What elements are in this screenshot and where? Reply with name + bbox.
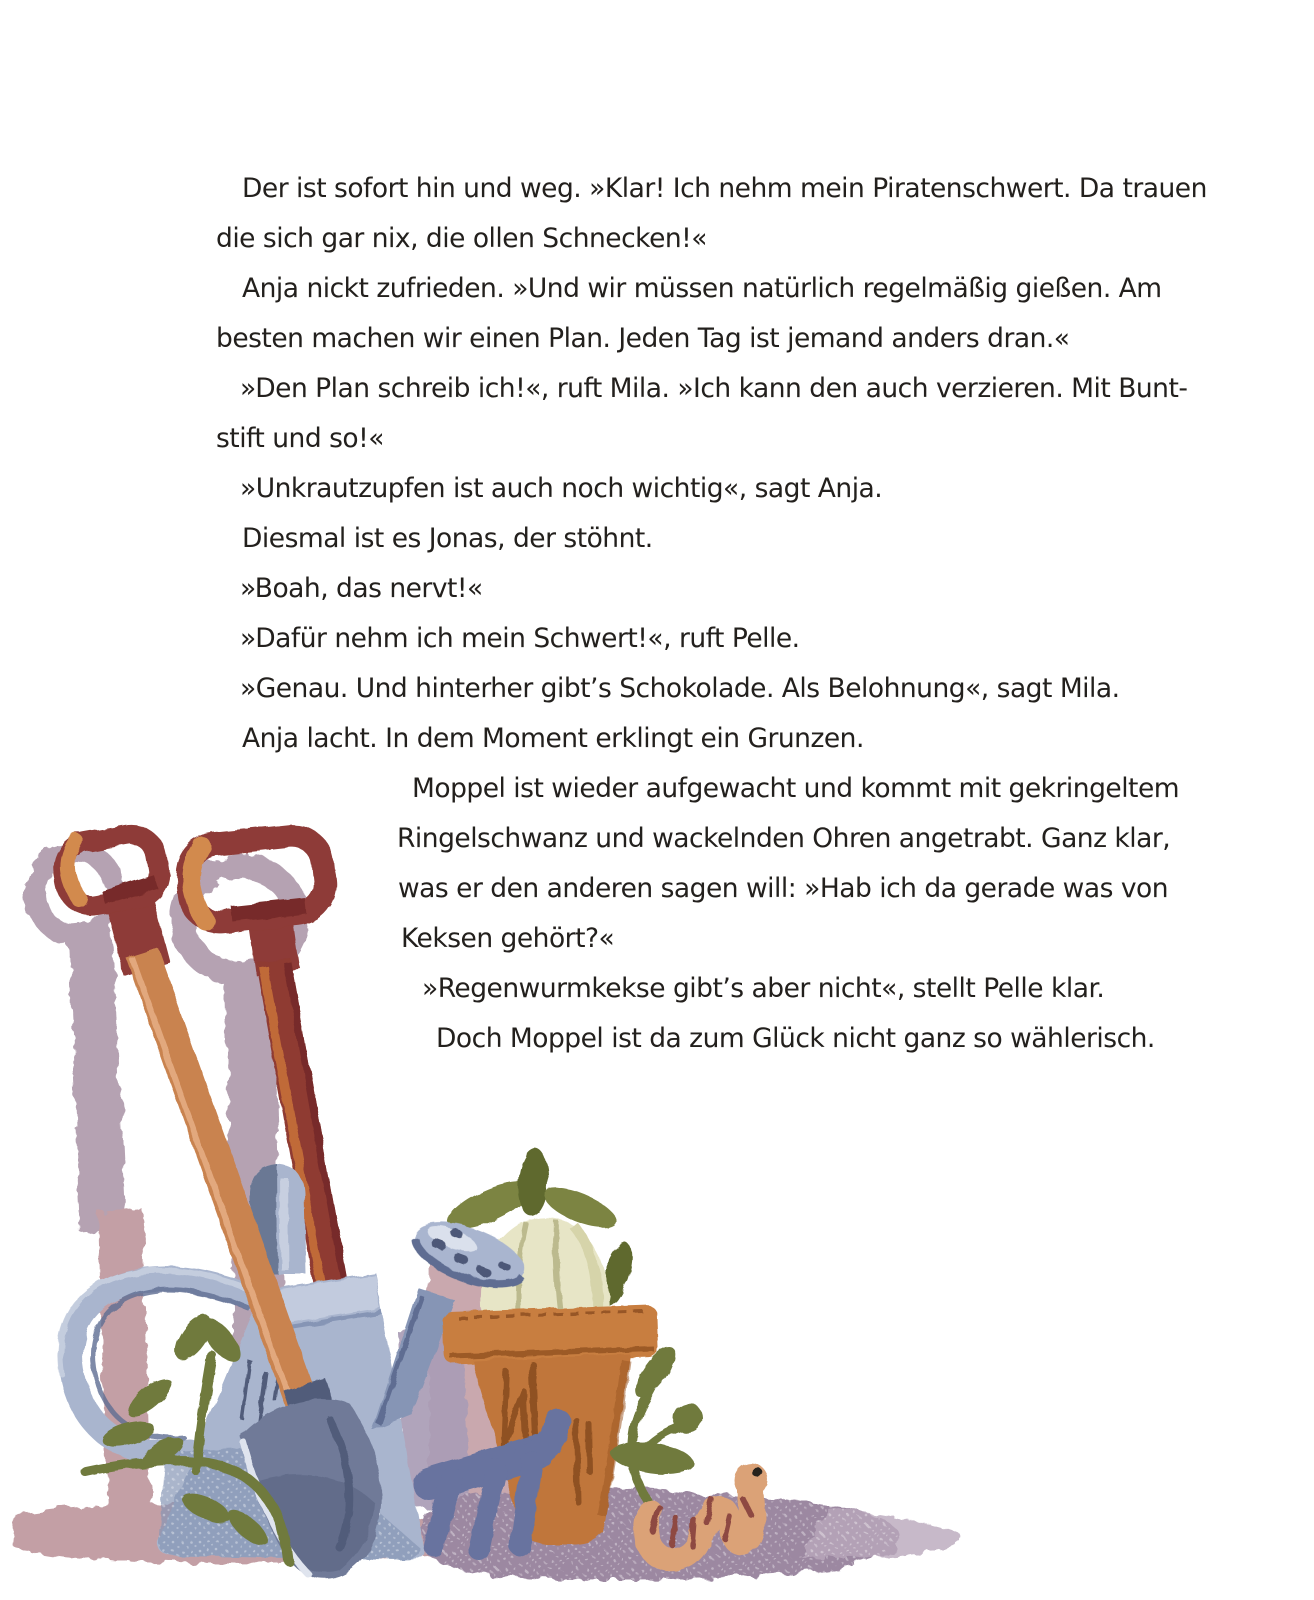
story-line: »Regenwurmkekse gibt’s aber nicht«, stellt Pelle klar. — [422, 973, 1105, 1004]
story-line: »Den Plan schreib ich!«, ruft Mila. »Ich kann den auch verzieren. Mit Bunt- — [240, 373, 1188, 404]
story-line: »Unkrautzupfen ist auch noch wichtig«, sagt Anja. — [240, 473, 883, 504]
story-line: »Dafür nehm ich mein Schwert!«, ruft Pelle. — [240, 623, 800, 654]
story-line: Diesmal ist es Jonas, der stöhnt. — [242, 523, 653, 554]
story-line: »Genau. Und hinterher gibt’s Schokolade. Als Belohnung«, sagt Mila. — [240, 673, 1120, 704]
story-text — [216, 164, 1296, 1064]
story-line: Keksen gehört?« — [401, 923, 615, 954]
story-line: was er den anderen sagen will: »Hab ich da gerade was von — [398, 873, 1169, 904]
story-line: die sich gar nix, die ollen Schnecken!« — [216, 223, 708, 254]
story-line: Anja lacht. In dem Moment erklingt ein Grunzen. — [242, 723, 864, 754]
story-line: besten machen wir einen Plan. Jeden Tag ist jemand anders dran.« — [216, 323, 1070, 354]
story-line: »Boah, das nervt!« — [240, 573, 483, 604]
story-line: stift und so!« — [216, 423, 384, 454]
story-line: Anja nickt zufrieden. »Und wir müssen natürlich regelmäßig gießen. Am — [242, 273, 1162, 304]
story-line: Moppel ist wieder aufgewacht und kommt mit gekringeltem — [412, 773, 1180, 804]
story-line: Ringelschwanz und wackelnden Ohren angetrabt. Ganz klar, — [397, 823, 1171, 854]
story-line: Der ist sofort hin und weg. »Klar! Ich nehm mein Piratenschwert. Da trauen — [242, 173, 1207, 204]
story-line: Doch Moppel ist da zum Glück nicht ganz so wählerisch. — [436, 1023, 1155, 1054]
